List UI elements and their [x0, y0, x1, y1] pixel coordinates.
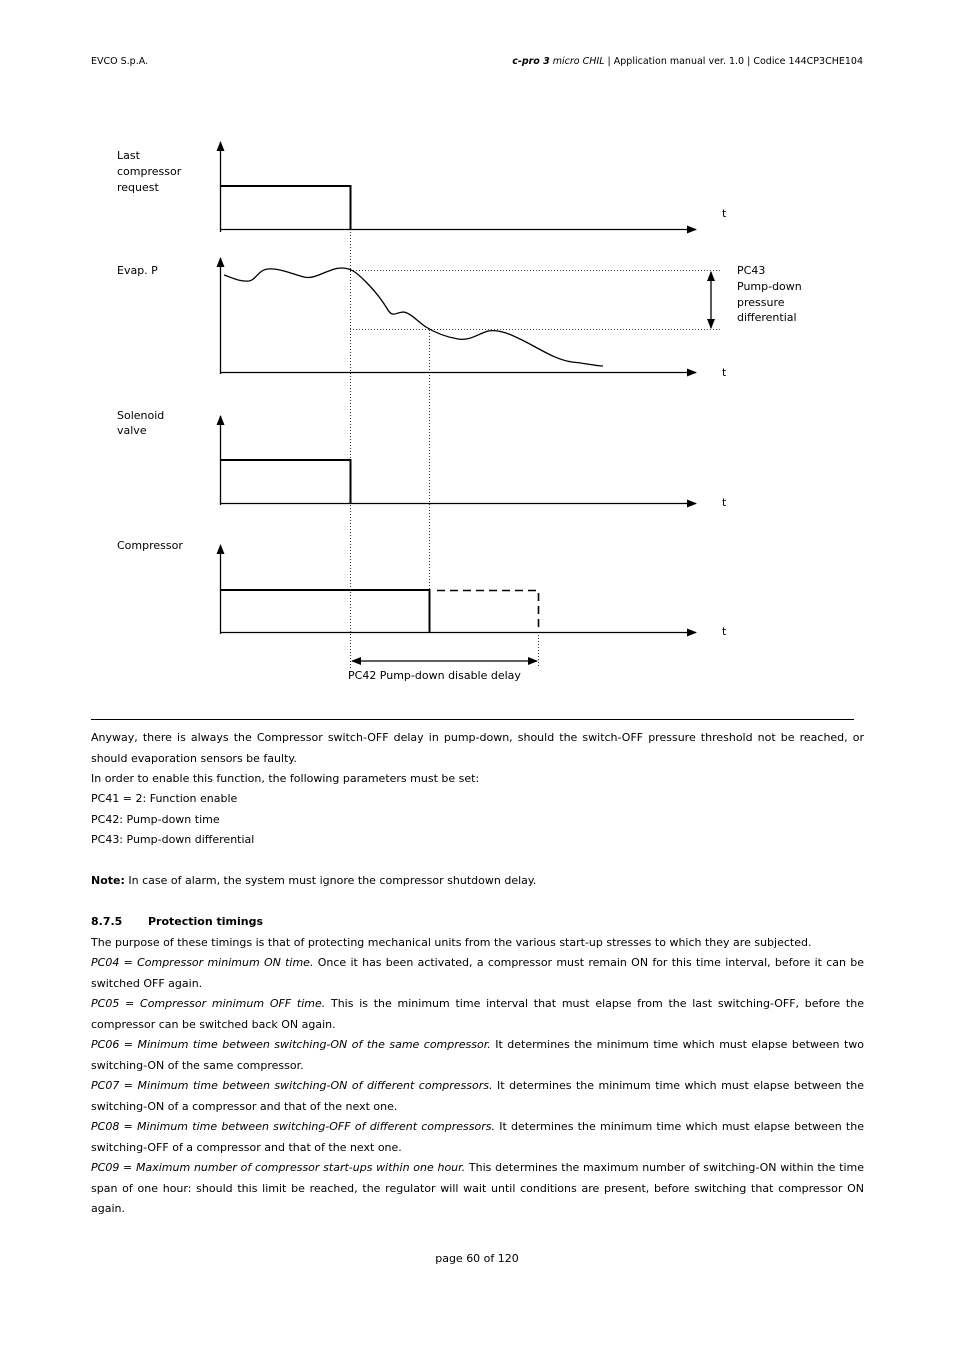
- label-last: Last: [117, 149, 140, 162]
- pc07-paragraph: [91, 1076, 864, 1117]
- pc04-term: PC04 = Compressor minimum ON time.: [91, 956, 314, 969]
- pc08-desc: It determines the minimum time which must elapse between the switching-OFF of a compressor and that of the next one.: [91, 1120, 864, 1154]
- page-number: page 60 of 120: [435, 1252, 519, 1265]
- pump-down-paragraph: Anyway, there is always the Compressor switch-OFF delay in pump-down, should the switch-OFF pressure threshold not be reached, or should evaporation sensors be faulty.: [91, 731, 864, 765]
- enable-intro: In order to enable this function, the following parameters must be set:: [91, 772, 480, 785]
- header-product-bold: c-pro 3: [512, 56, 550, 67]
- last-compressor-request-panel: [117, 142, 727, 232]
- evap-pressure-panel: [117, 258, 802, 379]
- param-pc42: PC42: Pump-down time: [91, 813, 220, 826]
- evap-t-label: t: [722, 366, 727, 379]
- param-pc41: PC41 = 2: Function enable: [91, 792, 238, 805]
- pc08-term: PC08 = Minimum time between switching-OFF of different compressors.: [91, 1120, 495, 1133]
- compressor-panel: [117, 539, 727, 638]
- label-compressor: Compressor: [117, 539, 183, 552]
- evap-pressure-curve: [224, 268, 603, 366]
- pc06-paragraph: [91, 1035, 864, 1076]
- note-paragraph: [91, 871, 864, 892]
- label-solenoid: Solenoid: [117, 409, 165, 422]
- pc43-label-line1: PC43: [737, 264, 766, 277]
- pc09-desc: This determines the maximum number of switching-ON within the time span of one hour: should this limit be reached, the regulator will wait until conditions are present, before switching that compressor ON again.: [91, 1161, 864, 1215]
- pc04-paragraph: [91, 953, 864, 994]
- pc05-term: PC05 = Compressor minimum OFF time.: [91, 997, 326, 1010]
- pc08-paragraph: [91, 1117, 864, 1158]
- section-number: 8.7.5: [91, 915, 123, 928]
- compressor-t-label: t: [722, 625, 727, 638]
- header-company: EVCO S.p.A.: [91, 56, 149, 67]
- pc09-term: PC09 = Maximum number of compressor start-ups within one hour.: [91, 1161, 466, 1174]
- pc05-desc: This is the minimum time interval that must elapse from the last switching-OFF, before the compressor can be switched back ON again.: [91, 997, 864, 1031]
- param-pc43: PC43: Pump-down differential: [91, 833, 255, 846]
- pc06-desc: It determines the minimum time which must elapse between two switching-ON of the same compressor.: [91, 1038, 865, 1072]
- header-product-italic: micro CHIL: [549, 56, 605, 67]
- solenoid-valve-panel: [117, 409, 727, 509]
- label-compressor-word: compressor: [117, 165, 182, 178]
- pc43-label-line4: differential: [737, 311, 797, 324]
- separator-rule: [91, 719, 854, 720]
- header-manual-info: | Application manual ver. 1.0 | Codice 144CP3CHE104: [604, 56, 863, 67]
- pc07-desc: It determines the minimum time which must elapse between the switching-ON of a compressor and that of the next one.: [91, 1079, 864, 1113]
- section-heading: [91, 912, 864, 933]
- compressor-signal: [221, 590, 430, 632]
- solenoid-t-label: t: [722, 496, 727, 509]
- request-signal: [221, 186, 351, 229]
- pc43-label-line2: Pump-down: [737, 280, 802, 293]
- label-request: request: [117, 181, 159, 194]
- pc42-label: PC42 Pump-down disable delay: [348, 669, 521, 682]
- compressor-dashed-delay: [437, 591, 539, 633]
- protection-intro: The purpose of these timings is that of protecting mechanical units from the various start-up stresses to which they are subjected.: [91, 936, 812, 949]
- pc06-term: PC06 = Minimum time between switching-ON of the same compressor.: [91, 1038, 491, 1051]
- label-valve: valve: [117, 424, 147, 437]
- note-text: In case of alarm, the system must ignore the compressor shutdown delay.: [124, 874, 537, 887]
- pc07-term: PC07 = Minimum time between switching-ON of different compressors.: [91, 1079, 493, 1092]
- solenoid-signal: [221, 460, 351, 503]
- pc04-desc: Once it has been activated, a compressor must remain ON for this time interval, before it can be switched OFF again.: [91, 956, 864, 990]
- pc09-paragraph: [91, 1158, 864, 1220]
- note-label: Note:: [91, 874, 125, 887]
- section-title: Protection timings: [148, 915, 264, 928]
- label-evap-p: Evap. P: [117, 264, 158, 277]
- pc05-paragraph: [91, 994, 864, 1035]
- pc43-label-line3: pressure: [737, 296, 785, 309]
- request-t-label: t: [722, 207, 727, 220]
